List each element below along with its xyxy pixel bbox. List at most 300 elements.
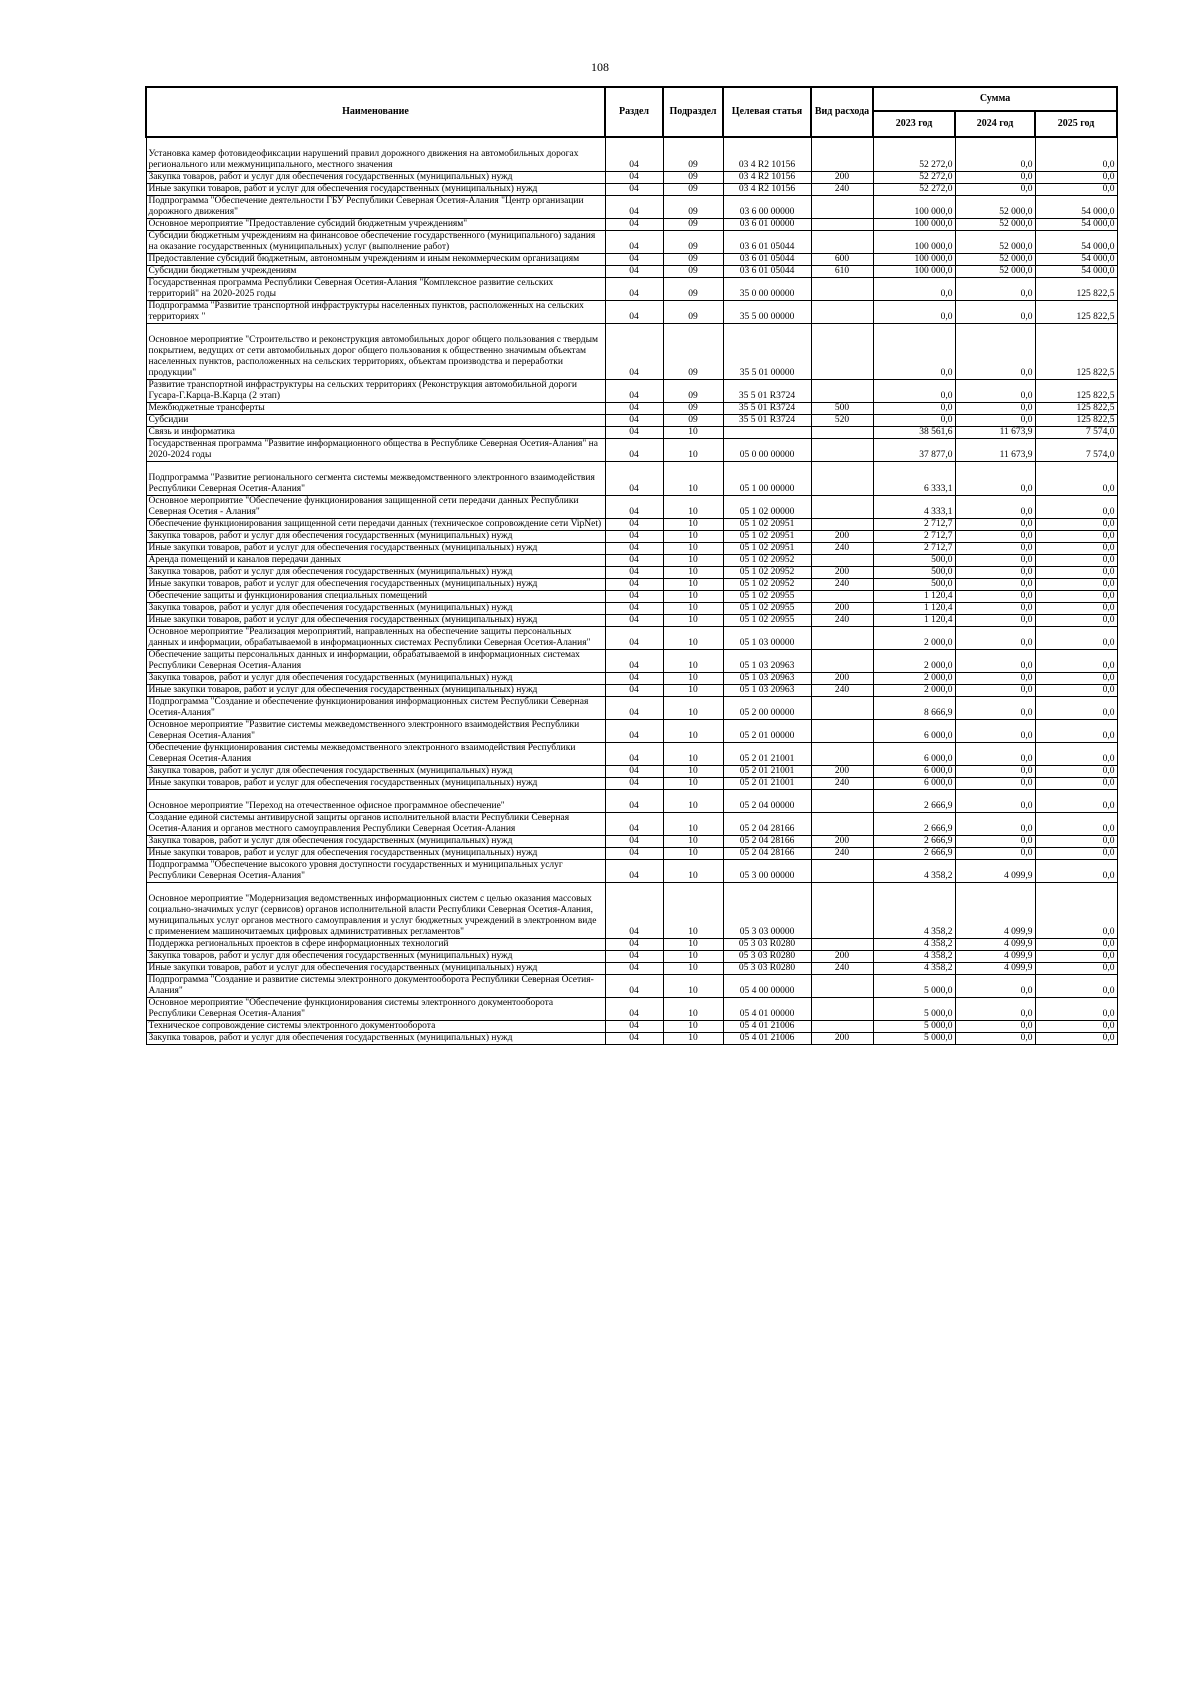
row-subsection: 10 xyxy=(663,579,723,591)
row-subsection: 10 xyxy=(663,743,723,766)
row-subsection: 10 xyxy=(663,1021,723,1033)
table-row xyxy=(146,555,1117,567)
row-section: 04 xyxy=(605,254,663,266)
row-kind xyxy=(811,278,873,301)
row-sum-2025: 0,0 xyxy=(1035,963,1117,975)
row-section: 04 xyxy=(605,778,663,790)
row-section: 04 xyxy=(605,615,663,627)
row-target: 35 5 01 00000 xyxy=(723,324,811,380)
row-sum-2025: 54 000,0 xyxy=(1035,231,1117,254)
table-row xyxy=(146,998,1117,1021)
row-kind xyxy=(811,231,873,254)
row-sum-2024: 4 099,9 xyxy=(955,860,1035,883)
row-name: Государственная программа Республики Северная Осетия-Алания "Комплексное развитие сельских территорий" на 2020-2025 годы xyxy=(146,278,605,301)
row-target: 05 2 01 21001 xyxy=(723,766,811,778)
row-sum-2024: 0,0 xyxy=(955,627,1035,650)
row-sum-2024: 0,0 xyxy=(955,172,1035,184)
row-sum-2023: 6 000,0 xyxy=(873,766,955,778)
row-kind: 520 xyxy=(811,415,873,427)
row-subsection: 10 xyxy=(663,963,723,975)
header-section: Раздел xyxy=(605,87,663,137)
row-kind: 610 xyxy=(811,266,873,278)
table-row xyxy=(146,567,1117,579)
table-row xyxy=(146,496,1117,519)
table-row xyxy=(146,951,1117,963)
row-name: Поддержка региональных проектов в сфере информационных технологий xyxy=(146,939,605,951)
row-name: Подпрограмма "Развитие регионального сегмента системы межведомственного электронного взаимодействия Республики Северная Осетия-Алания" xyxy=(146,462,605,496)
row-sum-2024: 0,0 xyxy=(955,766,1035,778)
row-section: 04 xyxy=(605,883,663,939)
row-name: Закупка товаров, работ и услуг для обеспечения государственных (муниципальных) нужд xyxy=(146,766,605,778)
row-name: Закупка товаров, работ и услуг для обеспечения государственных (муниципальных) нужд xyxy=(146,1033,605,1045)
row-section: 04 xyxy=(605,301,663,324)
row-target: 05 1 03 20963 xyxy=(723,650,811,673)
table-row xyxy=(146,266,1117,278)
table-row xyxy=(146,579,1117,591)
row-section: 04 xyxy=(605,627,663,650)
row-target: 05 0 00 00000 xyxy=(723,439,811,462)
row-name: Обеспечение защиты персональных данных и информации, обрабатываемой в информационных системах Республики Северная Осетия-Алания xyxy=(146,650,605,673)
row-target: 05 1 02 00000 xyxy=(723,496,811,519)
row-section: 04 xyxy=(605,975,663,998)
row-sum-2024: 0,0 xyxy=(955,813,1035,836)
row-subsection: 10 xyxy=(663,975,723,998)
row-sum-2025: 0,0 xyxy=(1035,543,1117,555)
row-kind: 500 xyxy=(811,403,873,415)
row-kind xyxy=(811,439,873,462)
row-name: Основное мероприятие "Развитие системы межведомственного электронного взаимодействия Республики Северная Осетия-Алания" xyxy=(146,720,605,743)
row-sum-2024: 4 099,9 xyxy=(955,883,1035,939)
row-kind xyxy=(811,591,873,603)
row-kind: 600 xyxy=(811,254,873,266)
row-subsection: 09 xyxy=(663,254,723,266)
row-section: 04 xyxy=(605,439,663,462)
row-sum-2023: 2 000,0 xyxy=(873,650,955,673)
row-name: Создание единой системы антивирусной защиты органов исполнительной власти Республики Северная Осетия-Алания и органов местного самоуправления Республики Северная Осетия-Алания xyxy=(146,813,605,836)
row-sum-2025: 0,0 xyxy=(1035,615,1117,627)
row-section: 04 xyxy=(605,519,663,531)
row-sum-2023: 4 358,2 xyxy=(873,963,955,975)
row-kind xyxy=(811,883,873,939)
row-kind: 240 xyxy=(811,579,873,591)
row-sum-2023: 2 712,7 xyxy=(873,519,955,531)
row-subsection: 10 xyxy=(663,543,723,555)
row-sum-2024: 52 000,0 xyxy=(955,219,1035,231)
row-subsection: 10 xyxy=(663,939,723,951)
row-kind: 200 xyxy=(811,951,873,963)
row-sum-2025: 0,0 xyxy=(1035,1021,1117,1033)
table-header xyxy=(146,87,1117,137)
row-sum-2025: 0,0 xyxy=(1035,650,1117,673)
row-kind xyxy=(811,975,873,998)
row-kind xyxy=(811,380,873,403)
row-sum-2025: 0,0 xyxy=(1035,172,1117,184)
row-name: Иные закупки товаров, работ и услуг для обеспечения государственных (муниципальных) нужд xyxy=(146,184,605,196)
header-2024: 2024 год xyxy=(955,111,1035,137)
row-name: Подпрограмма "Развитие транспортной инфраструктуры населенных пунктов, расположенных на сельских территориях " xyxy=(146,301,605,324)
row-sum-2023: 2 712,7 xyxy=(873,531,955,543)
row-sum-2023: 2 666,9 xyxy=(873,790,955,813)
row-subsection: 10 xyxy=(663,951,723,963)
row-target: 05 1 02 20951 xyxy=(723,519,811,531)
row-section: 04 xyxy=(605,939,663,951)
row-target: 35 0 00 00000 xyxy=(723,278,811,301)
row-kind: 240 xyxy=(811,848,873,860)
row-sum-2023: 4 358,2 xyxy=(873,939,955,951)
table-row xyxy=(146,137,1117,172)
row-sum-2023: 5 000,0 xyxy=(873,975,955,998)
row-target: 05 2 04 28166 xyxy=(723,848,811,860)
row-subsection: 09 xyxy=(663,403,723,415)
row-sum-2023: 6 333,1 xyxy=(873,462,955,496)
row-subsection: 10 xyxy=(663,766,723,778)
row-subsection: 10 xyxy=(663,697,723,720)
row-target xyxy=(723,427,811,439)
row-section: 04 xyxy=(605,184,663,196)
row-subsection: 09 xyxy=(663,415,723,427)
row-kind xyxy=(811,790,873,813)
row-sum-2023: 52 272,0 xyxy=(873,137,955,172)
row-target: 05 2 04 28166 xyxy=(723,813,811,836)
row-name: Основное мероприятие "Обеспечение функционирования системы электронного документооборота Республики Северная Осетия-Алания" xyxy=(146,998,605,1021)
table-row xyxy=(146,219,1117,231)
row-sum-2023: 100 000,0 xyxy=(873,231,955,254)
row-name: Основное мероприятие "Модернизация ведомственных информационных систем с целью оказания массовых социально-значимых услуг (сервисов) органов исполнительной власти Республики Северная Осетия-Алания, муниципальных услуг органов местного самоуправления и услуг бюджетных учреждений в электронном виде с применением машиночитаемых цифровых административных регламентов" xyxy=(146,883,605,939)
row-sum-2023: 37 877,0 xyxy=(873,439,955,462)
row-sum-2025: 0,0 xyxy=(1035,951,1117,963)
row-sum-2023: 2 666,9 xyxy=(873,848,955,860)
row-section: 04 xyxy=(605,848,663,860)
row-kind xyxy=(811,1021,873,1033)
row-subsection: 10 xyxy=(663,790,723,813)
table-row xyxy=(146,778,1117,790)
row-section: 04 xyxy=(605,579,663,591)
row-sum-2025: 0,0 xyxy=(1035,720,1117,743)
row-sum-2025: 7 574,0 xyxy=(1035,427,1117,439)
row-name: Иные закупки товаров, работ и услуг для обеспечения государственных (муниципальных) нужд xyxy=(146,963,605,975)
row-section: 04 xyxy=(605,591,663,603)
row-sum-2024: 4 099,9 xyxy=(955,963,1035,975)
row-sum-2024: 11 673,9 xyxy=(955,427,1035,439)
row-section: 04 xyxy=(605,543,663,555)
row-sum-2025: 0,0 xyxy=(1035,496,1117,519)
row-name: Основное мероприятие "Предоставление субсидий бюджетным учреждениям" xyxy=(146,219,605,231)
row-sum-2025: 7 574,0 xyxy=(1035,439,1117,462)
table-row xyxy=(146,685,1117,697)
row-kind xyxy=(811,324,873,380)
row-kind xyxy=(811,697,873,720)
table-row xyxy=(146,720,1117,743)
row-subsection: 10 xyxy=(663,848,723,860)
row-subsection: 09 xyxy=(663,278,723,301)
table-row xyxy=(146,427,1117,439)
row-sum-2023: 0,0 xyxy=(873,324,955,380)
row-sum-2025: 0,0 xyxy=(1035,998,1117,1021)
row-sum-2023: 0,0 xyxy=(873,380,955,403)
row-kind xyxy=(811,627,873,650)
row-sum-2025: 125 822,5 xyxy=(1035,301,1117,324)
row-subsection: 09 xyxy=(663,380,723,403)
row-sum-2024: 0,0 xyxy=(955,650,1035,673)
row-kind xyxy=(811,555,873,567)
row-sum-2024: 0,0 xyxy=(955,615,1035,627)
row-sum-2024: 0,0 xyxy=(955,555,1035,567)
row-sum-2024: 0,0 xyxy=(955,1033,1035,1045)
row-sum-2023: 100 000,0 xyxy=(873,254,955,266)
row-kind xyxy=(811,462,873,496)
row-sum-2025: 0,0 xyxy=(1035,766,1117,778)
row-target: 35 5 01 R3724 xyxy=(723,403,811,415)
row-target: 05 4 01 00000 xyxy=(723,998,811,1021)
row-sum-2025: 0,0 xyxy=(1035,591,1117,603)
row-sum-2024: 0,0 xyxy=(955,673,1035,685)
row-sum-2023: 0,0 xyxy=(873,278,955,301)
table-row xyxy=(146,883,1117,939)
row-sum-2024: 52 000,0 xyxy=(955,266,1035,278)
row-sum-2024: 52 000,0 xyxy=(955,231,1035,254)
row-section: 04 xyxy=(605,603,663,615)
row-sum-2024: 0,0 xyxy=(955,790,1035,813)
row-kind: 240 xyxy=(811,543,873,555)
table-row xyxy=(146,403,1117,415)
row-section: 04 xyxy=(605,650,663,673)
row-kind: 200 xyxy=(811,673,873,685)
table-row xyxy=(146,196,1117,219)
row-kind: 200 xyxy=(811,172,873,184)
row-kind xyxy=(811,219,873,231)
row-kind: 200 xyxy=(811,766,873,778)
row-kind: 240 xyxy=(811,184,873,196)
row-kind: 240 xyxy=(811,963,873,975)
row-subsection: 10 xyxy=(663,627,723,650)
row-sum-2024: 0,0 xyxy=(955,324,1035,380)
row-sum-2025: 0,0 xyxy=(1035,813,1117,836)
table-row xyxy=(146,939,1117,951)
row-sum-2023: 2 666,9 xyxy=(873,836,955,848)
row-sum-2025: 0,0 xyxy=(1035,184,1117,196)
row-sum-2024: 0,0 xyxy=(955,975,1035,998)
row-section: 04 xyxy=(605,860,663,883)
row-subsection: 10 xyxy=(663,720,723,743)
row-sum-2025: 54 000,0 xyxy=(1035,196,1117,219)
row-sum-2025: 0,0 xyxy=(1035,697,1117,720)
row-sum-2025: 0,0 xyxy=(1035,555,1117,567)
row-name: Иные закупки товаров, работ и услуг для обеспечения государственных (муниципальных) нужд xyxy=(146,579,605,591)
row-name: Субсидии бюджетным учреждениям на финансовое обеспечение государственного (муниципального) задания на оказание государственных (муниципальных) услуг (выполнение работ) xyxy=(146,231,605,254)
row-sum-2025: 0,0 xyxy=(1035,603,1117,615)
row-sum-2025: 0,0 xyxy=(1035,939,1117,951)
row-sum-2025: 0,0 xyxy=(1035,673,1117,685)
row-section: 04 xyxy=(605,998,663,1021)
row-target: 05 2 01 00000 xyxy=(723,720,811,743)
row-target: 05 1 02 20955 xyxy=(723,615,811,627)
row-name: Аренда помещений и каналов передачи данных xyxy=(146,555,605,567)
row-sum-2025: 0,0 xyxy=(1035,975,1117,998)
row-sum-2024: 0,0 xyxy=(955,496,1035,519)
page-number: 108 xyxy=(591,60,609,74)
row-sum-2024: 0,0 xyxy=(955,184,1035,196)
row-section: 04 xyxy=(605,196,663,219)
row-section: 04 xyxy=(605,1021,663,1033)
row-subsection: 10 xyxy=(663,615,723,627)
row-name: Предоставление субсидий бюджетным, автономным учреждениям и иным некоммерческим организациям xyxy=(146,254,605,266)
table-row xyxy=(146,1033,1117,1045)
row-target: 03 6 01 05044 xyxy=(723,231,811,254)
row-section: 04 xyxy=(605,567,663,579)
row-subsection: 10 xyxy=(663,778,723,790)
row-sum-2023: 100 000,0 xyxy=(873,266,955,278)
row-sum-2024: 0,0 xyxy=(955,137,1035,172)
row-sum-2023: 6 000,0 xyxy=(873,720,955,743)
row-kind xyxy=(811,813,873,836)
row-name: Подпрограмма "Обеспечение высокого уровня доступности государственных и муниципальных услуг Республики Северная Осетия-Алания" xyxy=(146,860,605,883)
row-target: 03 6 01 05044 xyxy=(723,254,811,266)
header-sum: Сумма xyxy=(873,87,1117,111)
row-sum-2023: 1 120,4 xyxy=(873,603,955,615)
row-subsection: 09 xyxy=(663,196,723,219)
header-subsection: Подраздел xyxy=(663,87,723,137)
row-subsection: 09 xyxy=(663,137,723,172)
table-row xyxy=(146,324,1117,380)
table-row xyxy=(146,743,1117,766)
row-subsection: 10 xyxy=(663,439,723,462)
row-subsection: 09 xyxy=(663,266,723,278)
row-name: Иные закупки товаров, работ и услуг для обеспечения государственных (муниципальных) нужд xyxy=(146,778,605,790)
row-kind: 200 xyxy=(811,1033,873,1045)
row-sum-2023: 2 000,0 xyxy=(873,685,955,697)
row-sum-2024: 0,0 xyxy=(955,567,1035,579)
row-target: 05 1 02 20955 xyxy=(723,591,811,603)
row-sum-2023: 8 666,9 xyxy=(873,697,955,720)
table-row xyxy=(146,231,1117,254)
row-sum-2024: 0,0 xyxy=(955,415,1035,427)
row-sum-2024: 0,0 xyxy=(955,998,1035,1021)
row-subsection: 10 xyxy=(663,531,723,543)
row-name: Подпрограмма "Создание и обеспечение функционирования информационных систем Республики Северная Осетия-Алания" xyxy=(146,697,605,720)
row-sum-2025: 0,0 xyxy=(1035,790,1117,813)
row-sum-2024: 0,0 xyxy=(955,519,1035,531)
table-row xyxy=(146,415,1117,427)
row-subsection: 10 xyxy=(663,427,723,439)
row-name: Обеспечение функционирования системы межведомственного электронного взаимодействия Республики Северная Осетия-Алания xyxy=(146,743,605,766)
table-row xyxy=(146,254,1117,266)
row-subsection: 10 xyxy=(663,860,723,883)
table-row xyxy=(146,301,1117,324)
header-kind: Вид расхода xyxy=(811,87,873,137)
row-sum-2024: 52 000,0 xyxy=(955,196,1035,219)
table-row xyxy=(146,860,1117,883)
row-subsection: 10 xyxy=(663,998,723,1021)
row-section: 04 xyxy=(605,231,663,254)
row-sum-2024: 0,0 xyxy=(955,778,1035,790)
table-row xyxy=(146,673,1117,685)
row-subsection: 10 xyxy=(663,650,723,673)
budget-table-wrapper xyxy=(145,86,1116,1045)
row-section: 04 xyxy=(605,266,663,278)
row-sum-2023: 0,0 xyxy=(873,301,955,324)
row-section: 04 xyxy=(605,137,663,172)
row-subsection: 09 xyxy=(663,184,723,196)
row-section: 04 xyxy=(605,403,663,415)
budget-table xyxy=(145,86,1118,1045)
row-target: 05 1 03 20963 xyxy=(723,673,811,685)
row-section: 04 xyxy=(605,324,663,380)
row-name: Закупка товаров, работ и услуг для обеспечения государственных (муниципальных) нужд xyxy=(146,567,605,579)
row-subsection: 10 xyxy=(663,567,723,579)
row-sum-2024: 0,0 xyxy=(955,836,1035,848)
row-target: 35 5 00 00000 xyxy=(723,301,811,324)
table-row xyxy=(146,172,1117,184)
row-sum-2024: 0,0 xyxy=(955,380,1035,403)
row-sum-2024: 52 000,0 xyxy=(955,254,1035,266)
row-sum-2023: 1 120,4 xyxy=(873,591,955,603)
row-sum-2024: 0,0 xyxy=(955,603,1035,615)
row-subsection: 10 xyxy=(663,591,723,603)
row-sum-2023: 52 272,0 xyxy=(873,184,955,196)
header-2023: 2023 год xyxy=(873,111,955,137)
row-sum-2024: 0,0 xyxy=(955,697,1035,720)
row-sum-2025: 54 000,0 xyxy=(1035,254,1117,266)
row-sum-2025: 54 000,0 xyxy=(1035,219,1117,231)
row-target: 05 4 00 00000 xyxy=(723,975,811,998)
row-target: 03 6 01 05044 xyxy=(723,266,811,278)
row-kind: 200 xyxy=(811,603,873,615)
row-target: 05 4 01 21006 xyxy=(723,1033,811,1045)
row-section: 04 xyxy=(605,963,663,975)
row-name: Субсидии xyxy=(146,415,605,427)
row-kind: 200 xyxy=(811,836,873,848)
row-subsection: 09 xyxy=(663,172,723,184)
row-kind xyxy=(811,939,873,951)
row-kind xyxy=(811,998,873,1021)
row-sum-2024: 4 099,9 xyxy=(955,939,1035,951)
row-sum-2024: 0,0 xyxy=(955,531,1035,543)
table-row xyxy=(146,790,1117,813)
row-section: 04 xyxy=(605,172,663,184)
row-subsection: 09 xyxy=(663,324,723,380)
table-row xyxy=(146,627,1117,650)
row-name: Основное мероприятие "Обеспечение функционирования защищенной сети передачи данных Республики Северная Осетия - Алания" xyxy=(146,496,605,519)
row-kind: 240 xyxy=(811,778,873,790)
row-kind xyxy=(811,650,873,673)
row-target: 05 1 00 00000 xyxy=(723,462,811,496)
row-name: Закупка товаров, работ и услуг для обеспечения государственных (муниципальных) нужд xyxy=(146,172,605,184)
row-target: 05 3 03 00000 xyxy=(723,883,811,939)
header-name: Наименование xyxy=(146,87,605,137)
header-2025: 2025 год xyxy=(1035,111,1117,137)
row-sum-2024: 0,0 xyxy=(955,1021,1035,1033)
row-section: 04 xyxy=(605,790,663,813)
row-target: 05 4 01 21006 xyxy=(723,1021,811,1033)
row-section: 04 xyxy=(605,531,663,543)
row-sum-2023: 5 000,0 xyxy=(873,1033,955,1045)
row-sum-2025: 0,0 xyxy=(1035,836,1117,848)
row-kind: 200 xyxy=(811,567,873,579)
row-section: 04 xyxy=(605,219,663,231)
row-sum-2023: 6 000,0 xyxy=(873,778,955,790)
table-row xyxy=(146,615,1117,627)
row-sum-2025: 125 822,5 xyxy=(1035,403,1117,415)
row-sum-2023: 100 000,0 xyxy=(873,219,955,231)
row-section: 04 xyxy=(605,496,663,519)
row-target: 05 2 01 21001 xyxy=(723,778,811,790)
row-target: 35 5 01 R3724 xyxy=(723,415,811,427)
row-sum-2023: 4 358,2 xyxy=(873,860,955,883)
row-sum-2023: 2 712,7 xyxy=(873,543,955,555)
row-sum-2023: 1 120,4 xyxy=(873,615,955,627)
row-target: 05 2 01 21001 xyxy=(723,743,811,766)
row-target: 03 4 R2 10156 xyxy=(723,172,811,184)
